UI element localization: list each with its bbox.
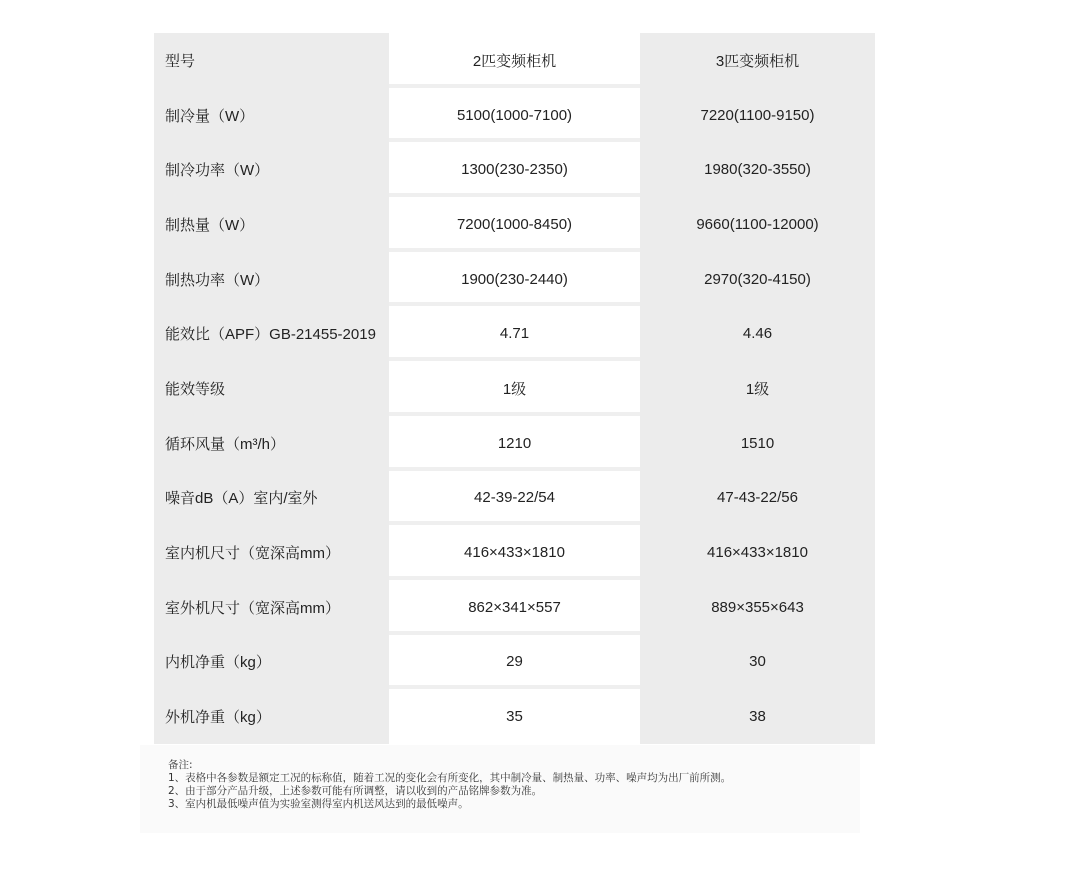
row-value-col-b: 47-43-22/56 [640, 471, 875, 526]
notes-title: 备注: [168, 759, 193, 771]
row-label: 内机净重（kg） [154, 635, 389, 690]
row-value-col-a: 42-39-22/54 [389, 471, 640, 526]
notes-line-2: 2、由于部分产品升级，上述参数可能有所调整，请以收到的产品铭牌参数为准。 [168, 785, 543, 797]
row-label: 能效比（APF）GB-21455-2019 [154, 306, 389, 361]
table-row [154, 525, 875, 580]
row-value-col-a: 5100(1000-7100) [389, 88, 640, 143]
row-value-col-b: 416×433×1810 [640, 525, 875, 580]
row-value-col-b: 38 [640, 689, 875, 744]
table-row [154, 689, 875, 744]
row-value-col-a: 1900(230-2440) [389, 252, 640, 307]
notes-line-3: 3、室内机最低噪声值为实验室测得室内机送风达到的最低噪声。 [168, 798, 469, 810]
row-label: 能效等级 [154, 361, 389, 416]
row-value-col-b: 4.46 [640, 306, 875, 361]
table-row [154, 361, 875, 416]
table-row [154, 88, 875, 143]
table-row [154, 197, 875, 252]
row-value-col-b: 30 [640, 635, 875, 690]
table-row [154, 471, 875, 526]
row-label: 外机净重（kg） [154, 689, 389, 744]
row-label: 噪音dB（A）室内/室外 [154, 471, 389, 526]
table-row [154, 416, 875, 471]
row-value-col-a: 862×341×557 [389, 580, 640, 635]
table-row [154, 580, 875, 635]
row-label: 制热量（W） [154, 197, 389, 252]
row-label: 制冷功率（W） [154, 142, 389, 197]
row-value-col-b: 1510 [640, 416, 875, 471]
row-value-col-b: 889×355×643 [640, 580, 875, 635]
row-label: 制热功率（W） [154, 252, 389, 307]
row-value-col-b: 1980(320-3550) [640, 142, 875, 197]
row-value-col-b: 7220(1100-9150) [640, 88, 875, 143]
row-label: 室内机尺寸（宽深高mm） [154, 525, 389, 580]
notes-line-1: 1、表格中各参数是额定工况的标称值，随着工况的变化会有所变化，其中制冷量、制热量、功率、噪声均为出厂前所测。 [168, 772, 732, 784]
header-label: 型号 [154, 33, 389, 88]
row-label: 室外机尺寸（宽深高mm） [154, 580, 389, 635]
table-header-row [154, 33, 875, 88]
header-col-a: 2匹变频柜机 [389, 33, 640, 88]
table-row [154, 252, 875, 307]
row-value-col-a: 7200(1000-8450) [389, 197, 640, 252]
row-value-col-a: 29 [389, 635, 640, 690]
row-value-col-a: 1300(230-2350) [389, 142, 640, 197]
table-body [154, 88, 875, 744]
row-value-col-a: 1210 [389, 416, 640, 471]
row-value-col-a: 416×433×1810 [389, 525, 640, 580]
table-row [154, 142, 875, 197]
table-row [154, 635, 875, 690]
row-label: 循环风量（m³/h） [154, 416, 389, 471]
spec-table [154, 33, 875, 744]
header-col-b: 3匹变频柜机 [640, 33, 875, 88]
row-label: 制冷量（W） [154, 88, 389, 143]
row-value-col-a: 35 [389, 689, 640, 744]
row-value-col-a: 4.71 [389, 306, 640, 361]
table-row [154, 306, 875, 361]
row-value-col-a: 1级 [389, 361, 640, 416]
row-value-col-b: 2970(320-4150) [640, 252, 875, 307]
row-value-col-b: 1级 [640, 361, 875, 416]
row-value-col-b: 9660(1100-12000) [640, 197, 875, 252]
notes-section [140, 745, 860, 833]
